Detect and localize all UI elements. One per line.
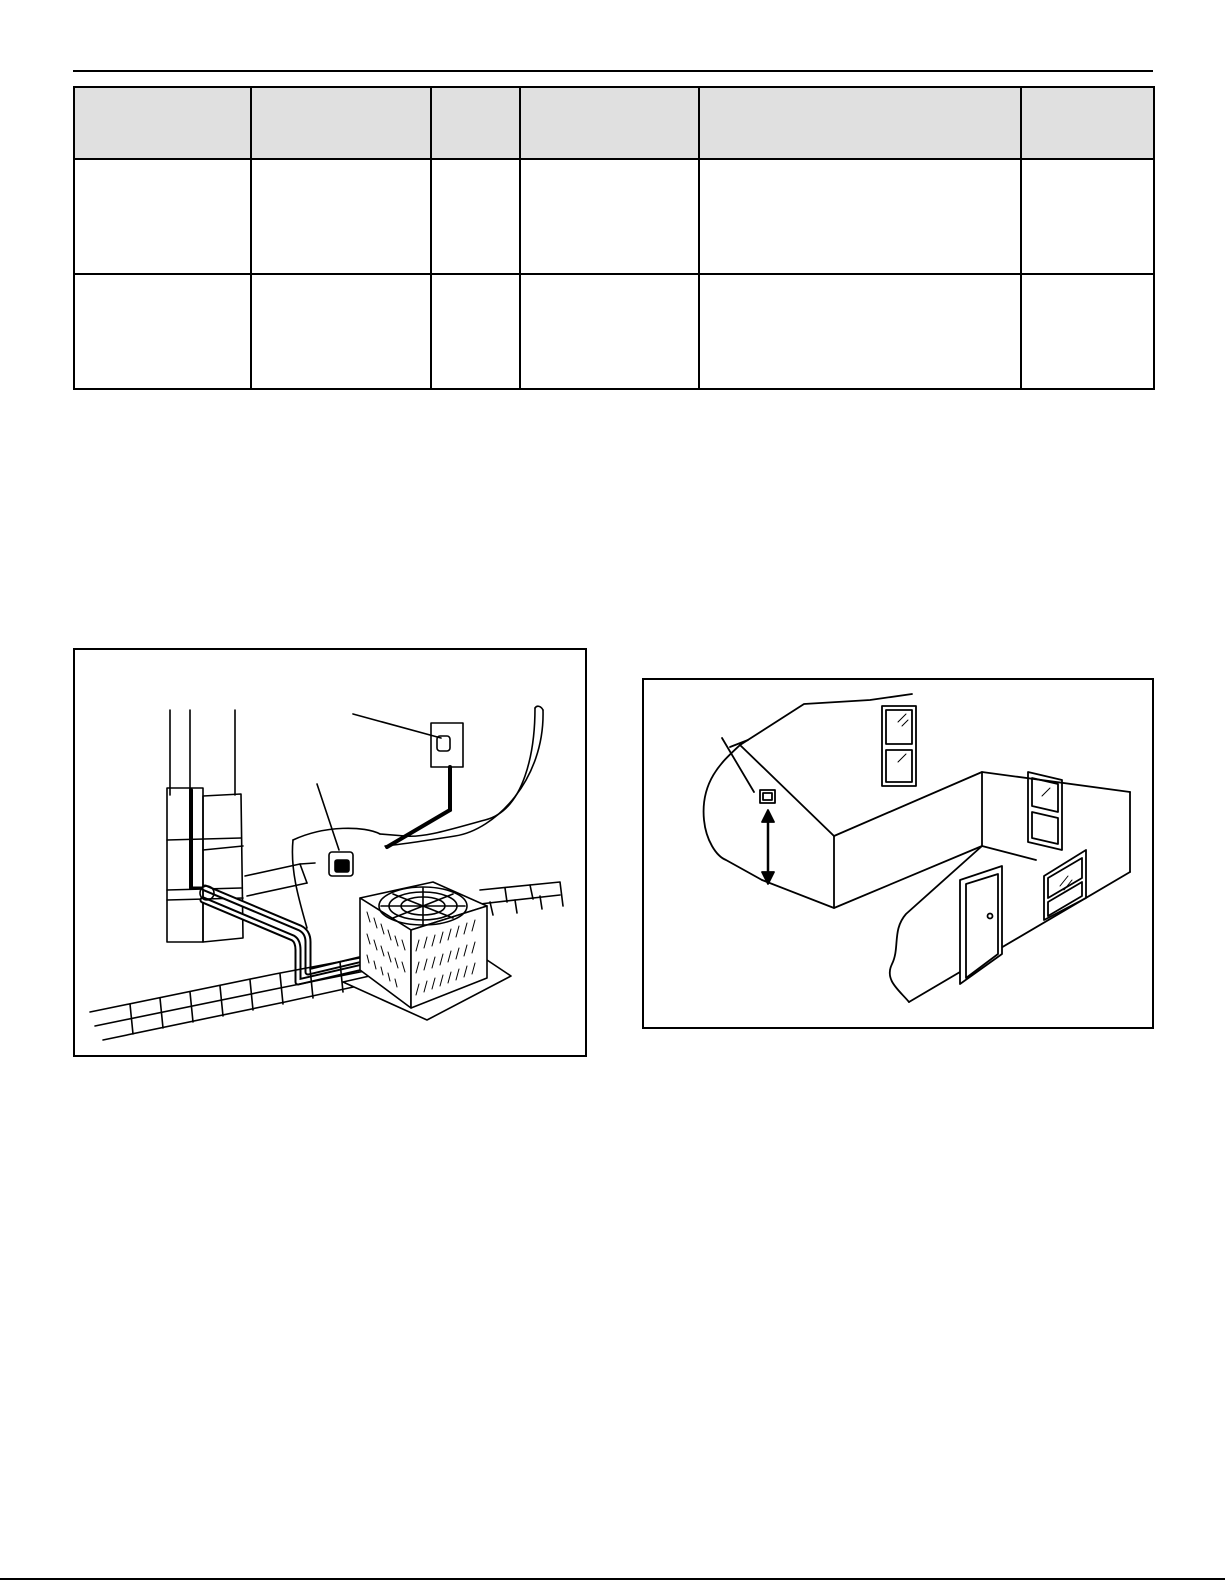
table-cell	[251, 274, 431, 389]
refrigerant-lines	[200, 886, 375, 982]
table-cell	[251, 159, 431, 274]
outdoor-installation-figure	[73, 648, 587, 1057]
foundation-wall	[245, 863, 315, 896]
table-row	[74, 274, 1154, 389]
table-cell	[431, 274, 520, 389]
header-rule	[73, 70, 1153, 72]
table-row	[74, 159, 1154, 274]
house-wall	[167, 710, 243, 942]
height-arrow	[762, 810, 774, 884]
table-header-cell	[431, 87, 520, 159]
window-front	[1044, 850, 1086, 920]
table-header-cell	[251, 87, 431, 159]
thermostat	[353, 714, 463, 847]
table-cell	[74, 159, 251, 274]
window-back	[882, 706, 916, 786]
table-header-cell	[520, 87, 699, 159]
brick-wall-back	[480, 882, 563, 915]
table-header-cell	[1021, 87, 1154, 159]
window-right-wall	[1028, 772, 1062, 850]
table-header-cell	[74, 87, 251, 159]
table-cell	[1021, 159, 1154, 274]
table-cell	[74, 274, 251, 389]
footer-rule	[0, 1578, 1225, 1580]
thermostat-location-figure	[642, 678, 1154, 1029]
door	[960, 866, 1002, 984]
table-cell	[520, 159, 699, 274]
table-header-row	[74, 87, 1154, 159]
spec-table	[73, 86, 1155, 390]
table-cell	[520, 274, 699, 389]
table-cell	[1021, 274, 1154, 389]
table-cell	[699, 274, 1021, 389]
table-cell	[699, 159, 1021, 274]
table-cell	[431, 159, 520, 274]
table-header-cell	[699, 87, 1021, 159]
